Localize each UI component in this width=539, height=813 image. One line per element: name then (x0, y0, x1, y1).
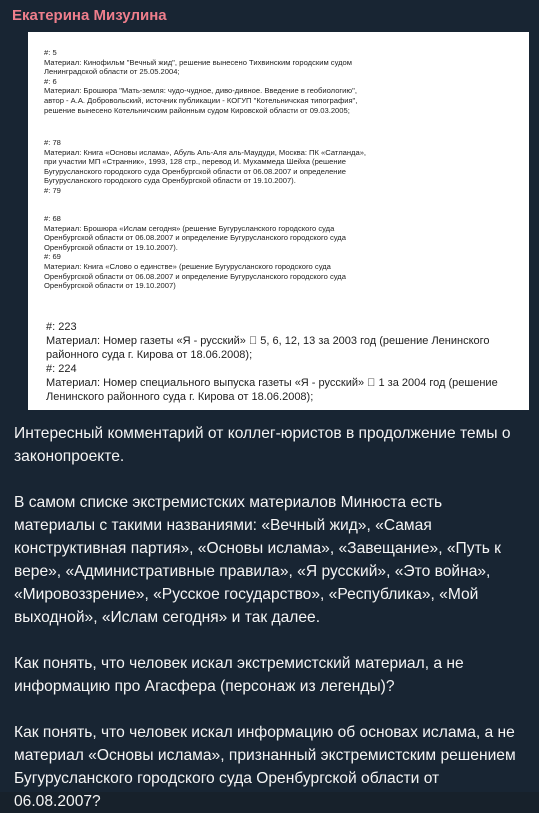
scan-line: Материал: Номер газеты «Я - русский» ⃞ 5, 6, 12, 13 за 2003 год (решение Ленинского (46, 335, 490, 347)
scan-line: автор - А.А. Добровольский, источник публикации - КОГУП "Котельничская типография", (44, 95, 358, 105)
scan-line: Материал: Номер специального выпуска газеты «Я - русский» ⃞ 1 за 2004 год (решение (46, 377, 498, 389)
scan-line: #: 223 (46, 321, 77, 333)
scan-line: #: 68 (44, 214, 61, 223)
scan-line: #: 78 (44, 138, 61, 147)
post-paragraph: Как понять, что человек искал информацию об основах ислама, а не материал «Основы ислама», признанный экстремистским решением Бугурусланского городского суда Оренбургской области от 06.08.2007? (14, 724, 516, 810)
scan-line: #: 69 (44, 252, 61, 262)
scan-line: Бугурусланского городского суда Оренбургской области от 06.08.2007 и определение (44, 166, 346, 176)
post-photo[interactable] (28, 32, 529, 410)
scan-line: Бугурусланского городского суда Оренбургской области от 19.10.2007). (44, 176, 296, 186)
scan-line: #: 79 (44, 185, 61, 195)
scan-line: Ленинского районного суда г. Кирова от 18.06.2008); (46, 391, 314, 403)
scan-block-4 (46, 320, 506, 404)
post-paragraph: В самом списке экстремистских материалов Минюста есть материалы с такими названиями: «Вечный жид», «Самая конструктивная партия», «Основы ислама», «Завещание», «Путь к вере», «Административные правила», «Я русский», «Это война», «Мировоззрение», «Русское государство», «Республика», «Мой выходной», «Ислам сегодня» и так далее. (14, 494, 501, 626)
scan-line: #: 224 (46, 363, 77, 375)
post-paragraph: Интересный комментарий от коллег-юристов в продолжение темы о законопроекте. (14, 425, 511, 465)
post-author[interactable]: Екатерина Мизулина (0, 0, 539, 32)
scan-line: Материал: Брошюра «Ислам сегодня» (решение Бугурусланского городского суда (44, 223, 335, 233)
scan-line: Материал: Брошюра "Мать-земля: чудо-чудное, диво-дивное. Введение в геобиологию", (44, 86, 357, 96)
post-paragraph: Как понять, что человек искал экстремистский материал, а не информацию про Агасфера (персонаж из легенды)? (14, 655, 464, 695)
scan-line: решение вынесено Котельничским районным судом Кировской области от 09.03.2005; (44, 105, 350, 115)
scan-line: Оренбургской области от 06.08.2007 и определение Бугурусланского городского суда (44, 233, 346, 243)
scan-line: Ленинградской области от 25.05.2004; (44, 67, 180, 77)
scan-block-1 (44, 48, 404, 115)
scan-line: Материал: Кинофильм "Вечный жид", решение вынесено Тихвинским городским судом (44, 57, 353, 67)
scan-line: Материал: Книга «Слово о единстве» (решение Бугурусланского городского суда (44, 261, 331, 271)
scan-line: Оренбургской области от 19.10.2007). (44, 242, 178, 252)
scan-block-3 (44, 214, 404, 290)
scan-line: районного суда г. Кирова от 18.06.2008); (46, 349, 253, 361)
scan-line: Оренбургской области от 19.10.2007) (44, 281, 176, 290)
scan-line: при участии МП «Странник», 1993, 128 стр., перевод И. Мухаммеда Шейха (решение (44, 157, 346, 167)
scan-line: #: 5 (44, 48, 57, 57)
post-text (0, 410, 539, 813)
scan-line: Материал: Книга «Основы ислама», Абуль Аль-Аля аль-Маудуди, Москва: ПК «Сатланда», (44, 147, 367, 157)
scan-line: Оренбургской области от 06.08.2007 и определение Бугурусланского городского суда (44, 271, 346, 281)
scan-block-2 (44, 138, 404, 198)
scan-line: #: 6 (44, 76, 57, 86)
